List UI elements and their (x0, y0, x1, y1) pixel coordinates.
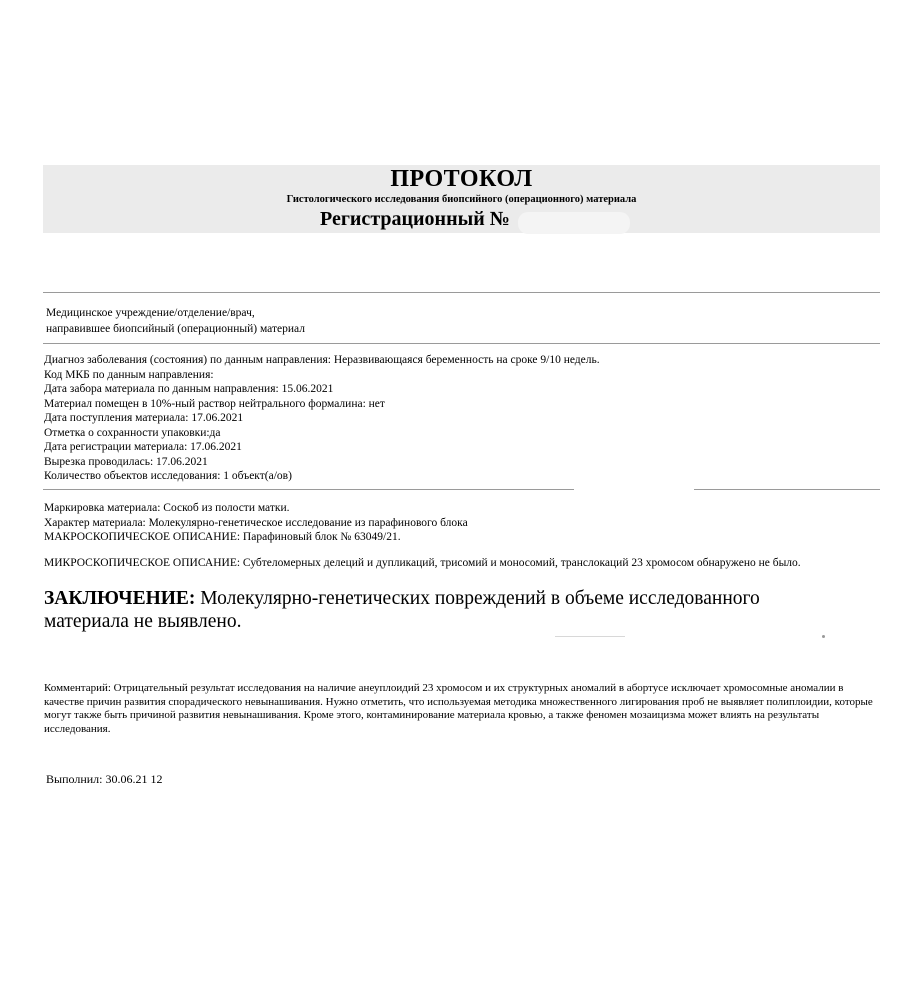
sender-line: Медицинское учреждение/отделение/врач, (46, 307, 255, 319)
request-fields (44, 353, 600, 484)
divider-top (43, 292, 880, 293)
divider-sender (43, 343, 880, 344)
field-packaging: Отметка о сохранности упаковки:да (44, 426, 221, 439)
registration-number-label: Регистрационный № (320, 208, 510, 230)
conclusion-text: Молекулярно-генетических повреждений в объеме исследованного материала не выявлено. (44, 588, 760, 632)
comment: Комментарий: Отрицательный результат исследования на наличие анеуплоидий 23 хромосом и их структурных аномалий в абортусе исключает хромосомные аномалии в качестве причин развития спорадического невынашивания. Нужно отметить, что используемая методика множественного лигирования проб не выявляет полиплоидии, которые могут также быть причиной развития невынашивания. Кроме этого, контаминирование материала кровью, а также феномен мозаицизма может влиять на результаты исследования. (44, 682, 873, 735)
field-cutting-date: Вырезка проводилась: 17.06.2021 (44, 455, 208, 468)
material-description (44, 501, 468, 545)
material-marking: Маркировка материала: Соскоб из полости матки. (44, 502, 290, 514)
completed-by: Выполнил: 30.06.21 12 (46, 772, 163, 786)
divider-fields-left (43, 489, 574, 490)
macroscopic-description: МАКРОСКОПИЧЕСКОЕ ОПИСАНИЕ: Парафиновый блок № 63049/21. (44, 531, 401, 543)
field-diagnosis: Диагноз заболевания (состояния) по данным направления: Неразвивающаяся беременность на сроке 9/10 недель. (44, 354, 600, 366)
sender-block (46, 305, 305, 337)
conclusion (44, 587, 844, 633)
field-icd-code: Код МКБ по данным направления: (44, 368, 214, 381)
redacted-area (518, 212, 630, 234)
field-formalin: Материал помещен в 10%-ный раствор нейтрального формалина: нет (44, 397, 385, 410)
document-title: ПРОТОКОЛ (390, 166, 533, 192)
field-registration-date: Дата регистрации материала: 17.06.2021 (44, 441, 242, 453)
faint-mark (555, 636, 625, 637)
divider-fields-right (694, 489, 880, 490)
sender-line: направившее биопсийный (операционный) материал (46, 323, 305, 335)
field-object-count: Количество объектов исследования: 1 объект(а/ов) (44, 470, 292, 482)
field-collection-date: Дата забора материала по данным направления: 15.06.2021 (44, 383, 334, 395)
faint-dot (822, 635, 825, 638)
conclusion-label: ЗАКЛЮЧЕНИЕ: (44, 588, 196, 609)
material-type: Характер материала: Молекулярно-генетическое исследование из парафинового блока (44, 516, 468, 529)
microscopic-description: МИКРОСКОПИЧЕСКОЕ ОПИСАНИЕ: Субтеломерных делеций и дупликаций, трисомий и моносомий, транслокаций 23 хромосом обнаружено не было. (44, 557, 801, 569)
field-receipt-date: Дата поступления материала: 17.06.2021 (44, 412, 244, 424)
document-subtitle: Гистологического исследования биопсийного (операционного) материала (286, 194, 637, 205)
